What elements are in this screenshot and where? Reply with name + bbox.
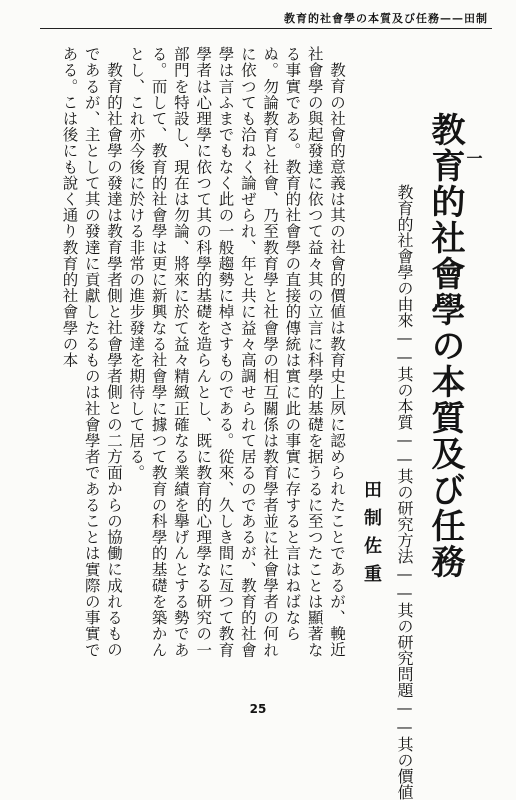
running-header: 教育的社會學の本質及び任務——田制 [284, 12, 488, 25]
page-number: 25 [249, 702, 267, 716]
body-paragraph: 教育的社會學の發達は教育學者側と社會學者側との二方面からの協働に成れるものであるが、主として其の發達に貢獻したるものは社會學者であることは實際の事實である。こは後にも說く通り教育的社會學の本 [60, 46, 124, 658]
header-rule [40, 28, 492, 29]
article-subtitle: 教育的社會學の由來——其の本質——其の研究方法——其の研究問題——其の價値 [395, 184, 414, 800]
author-name: 田制佐重 [361, 480, 382, 592]
body-paragraph: 教育の社會的意義は其の社會的價値は教育史上夙に認められたことであるが、輓近社會學の與起發達に依つて益々其の立言に科學的基礎を据うるに至つたことは顯著なる事實である。教育的社會學の直接的傳統は實に此の事實に存すると言はねばならぬ。勿論教育と社會、乃至教育學と社會學の相互關係は教育學者並に社會學者の何れに依つても洽ねく論ぜられ、年と共に益々高調せられて居るのであるが、教育的社會學は言ふまでもなく此の一般趨勢に棹さすものである。從來、久しき間に亙つて教育學者は心理學に依つて其の科學的基礎を造らんとし、既に教育的心理學なる研究の一部門を特設し、現在は勿論、將來に於て益々精緻正確なる業績を擧げんとする勢である。而して、教育的社會學は更に新興なる社會學に據つて教育の科學的基礎を築かんとし、これ亦今後に於ける非常の進步發達を期待して居る。 [127, 46, 346, 658]
body-text [48, 46, 348, 668]
section-number: 一 [464, 150, 483, 166]
article-title: 教育的社會學の本質及び任務 [425, 112, 465, 580]
